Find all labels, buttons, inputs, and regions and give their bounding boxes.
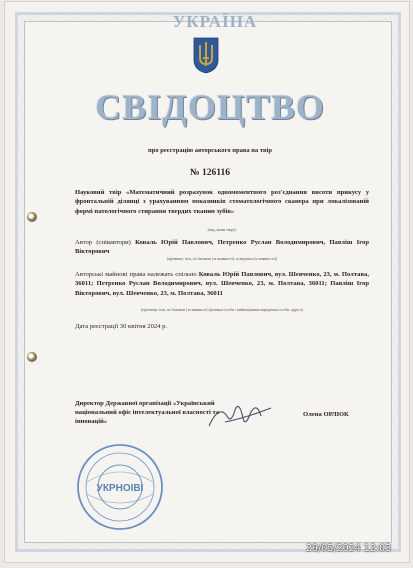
authors-caption: (прізвище, ім'я, по батькові (за наявності), псевдонім (за наявності)) [166,257,278,261]
binding-hole-bottom [27,352,37,362]
certificate-number: № 126116 [190,168,230,178]
country-heading: УКРАЇНА [172,12,258,31]
certificate-sheet [5,2,409,562]
registration-date: Дата реєстрації 30 квітня 2024 р. [75,323,168,330]
director-title: Директор Державної організації «Український національний офіс інтелектуальної власності та інновацій» [75,400,220,425]
photo-timestamp: 29/05/2024 12:03 [306,543,392,554]
work-caption: (вид, назва твору) [207,228,237,232]
authors-names: Коваль Юрій Павлович, Петренко Руслан Володимирович, Павліш Ігор Вікторович [75,239,369,256]
director-name: Олена ОРЛЮК [303,411,349,418]
binding-hole-top [27,212,37,222]
director-signature [205,396,275,436]
seal-label: УКРНОІВІ [96,483,144,494]
authors-block [75,238,369,257]
official-seal [75,442,165,532]
work-description: Науковий твір «Математичний розрахунок одномоментного роз'єднання висоти прикусу у фронтальній ділянці з урахуванням показників стоматологічного сканера при локалізованій формі патологічного стирання твердих тканин зубів» [75,189,369,215]
rights-holder-block [75,270,369,298]
document-title: СВІДОЦТВО [95,87,325,127]
coat-of-arms-icon [192,36,220,74]
rights-holder-caption: (прізвище, ім'я, по батькові (за наявності) фізичної особи / найменування юридичної особи, адреса) [141,308,303,312]
authors-label: Автор (співавтори) [75,239,131,246]
rights-holder-label: Авторські майнові права належать спільно [75,271,197,278]
document-subtitle: про реєстрацію авторського права на твір [148,147,272,154]
rights-holder-text: Коваль Юрій Павлович, вул. Шевченко, 23, м. Полтава, 36011; Петренко Руслан Володимирович, вул. Шевченко, 23, м. Полтава, 36011; Павліш Ігор Вікторович, вул. Шевченко, 23, м. Полтава, 36011 [75,271,369,297]
